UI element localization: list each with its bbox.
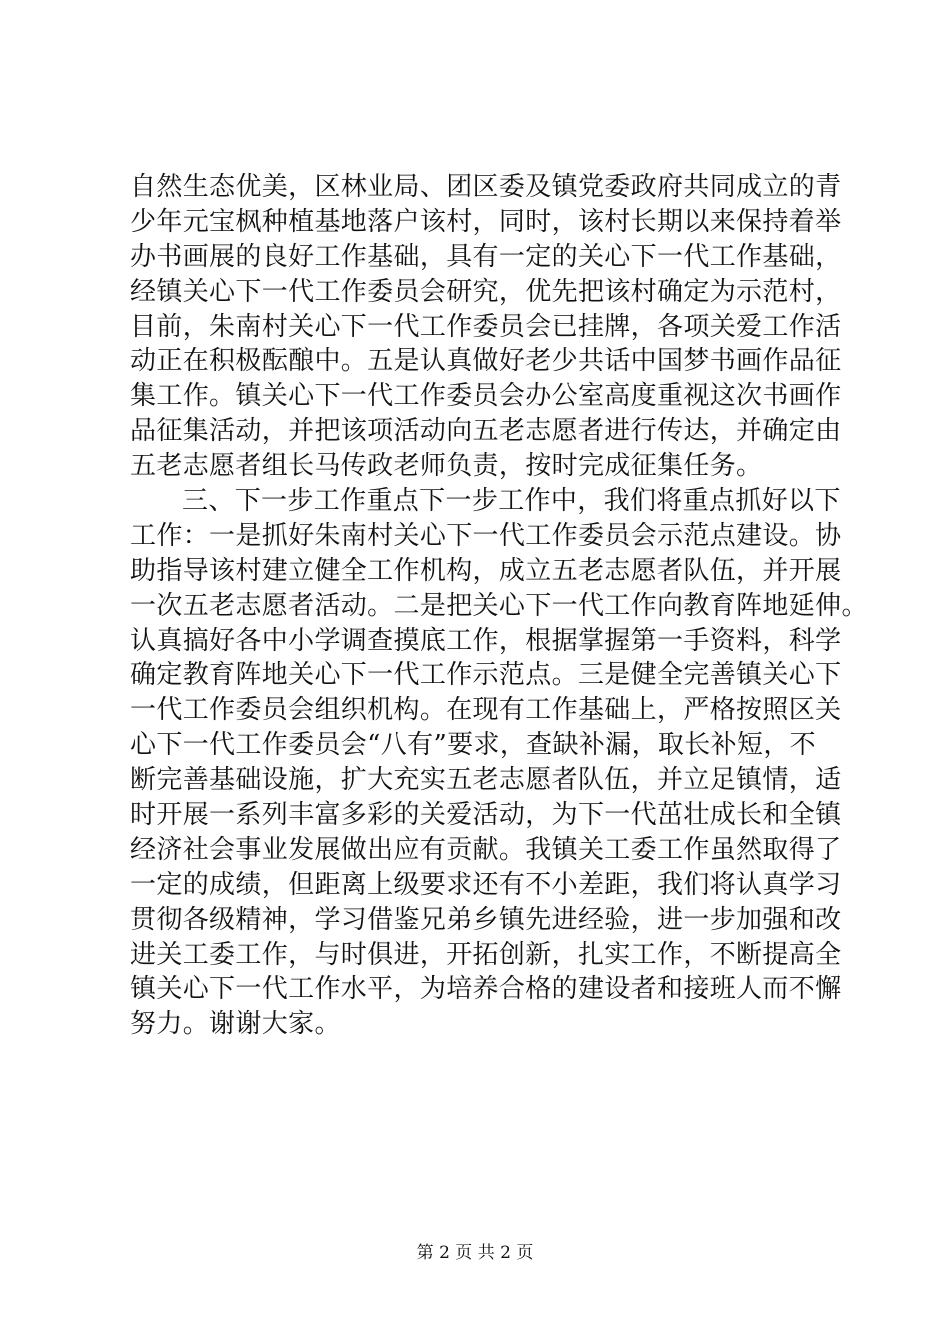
text-line: 进关工委工作，与时俱进，开拓创新，扎实工作，不断提高全: [130, 939, 842, 970]
text-line: 目前，朱南村关心下一代工作委员会已挂牌，各项关爱工作活: [130, 311, 842, 342]
page-number-indicator: 第 2 页 共 2 页: [416, 1243, 534, 1263]
text-line: 镇关心下一代工作水平，为培养合格的建设者和接班人而不懈: [130, 974, 842, 1005]
text-line: 贯彻各级精神，学习借鉴兄弟乡镇先进经验，进一步加强和改: [130, 904, 842, 935]
text-line: 心下一代工作委员会“八有”要求，查缺补漏，取长补短，不: [130, 730, 817, 761]
text-line: 少年元宝枫种植基地落户该村，同时，该村长期以来保持着举: [130, 206, 842, 237]
text-line: 一次五老志愿者活动。二是把关心下一代工作向教育阵地延伸。: [130, 590, 868, 621]
text-line: 断完善基础设施，扩大充实五老志愿者队伍，并立足镇情，适: [130, 765, 842, 796]
text-line: 经济社会事业发展做出应有贡献。我镇关工委工作虽然取得了: [130, 834, 842, 865]
text-line: 自然生态优美，区林业局、团区委及镇党委政府共同成立的青: [130, 172, 842, 202]
text-line: 五老志愿者组长马传政老师负责，按时完成征集任务。: [130, 451, 763, 482]
text-line: 办书画展的良好工作基础，具有一定的关心下一代工作基础，: [130, 241, 842, 272]
text-line: 经镇关心下一代工作委员会研究，优先把该村确定为示范村，: [130, 276, 842, 307]
text-line: 认真搞好各中小学调查摸底工作，根据掌握第一手资料，科学: [130, 625, 842, 656]
document-body: [130, 170, 868, 1042]
text-line: 努力。谢谢大家。: [130, 1009, 341, 1040]
text-line: 工作：一是抓好朱南村关心下一代工作委员会示范点建设。协: [130, 520, 842, 551]
section-heading-line: 三、下一步工作重点下一步工作中，我们将重点抓好以下: [182, 486, 841, 517]
page-footer: [0, 1242, 950, 1264]
text-line: 时开展一系列丰富多彩的关爱活动，为下一代茁壮成长和全镇: [130, 800, 842, 831]
text-line: 动正在积极酝酿中。五是认真做好老少共话中国梦书画作品征: [130, 346, 842, 377]
text-line: 一定的成绩，但距离上级要求还有不小差距，我们将认真学习: [130, 869, 842, 900]
text-line: 一代工作委员会组织机构。在现有工作基础上，严格按照区关: [130, 695, 842, 726]
text-line: 助指导该村建立健全工作机构，成立五老志愿者队伍，并开展: [130, 555, 842, 586]
text-line: 集工作。镇关心下一代工作委员会办公室高度重视这次书画作: [130, 381, 842, 412]
text-line: 确定教育阵地关心下一代工作示范点。三是健全完善镇关心下: [130, 660, 842, 691]
text-line: 品征集活动，并把该项活动向五老志愿者进行传达，并确定由: [130, 416, 842, 447]
